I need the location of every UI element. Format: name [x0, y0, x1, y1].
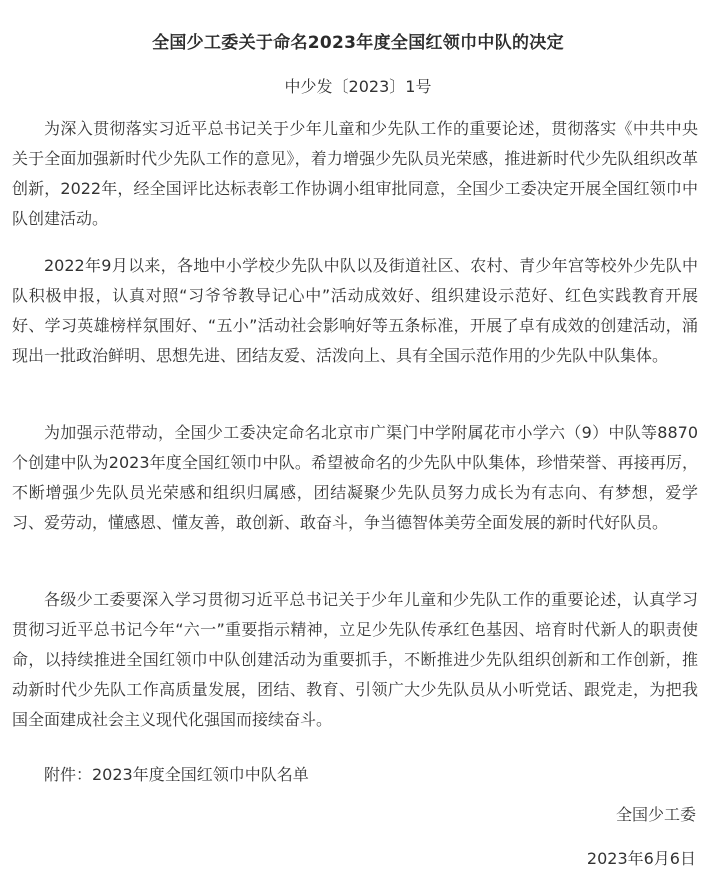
issue-date: 2023年6月6日	[586, 849, 696, 868]
attachment-line: 附件：2023年度全国红领巾中队名单	[44, 765, 309, 784]
body-paragraph: 各级少工委要深入学习贯彻习近平总书记关于少年儿童和少先队工作的重要论述，认真学习贯彻习近平总书记今年“六一”重要指示精神，立足少先队传承红色基因、培育时代新人的职责使命，以持续推进全国红领巾中队创建活动为重要抓手，不断推进少先队组织创新和工作创新，推动新时代少先队工作高质量发展，团结、教育、引领广大少先队员从小听党话、跟党走，为把我国全面建成社会主义现代化强国而接续奋斗。	[12, 590, 698, 729]
document-title: 全国少工委关于命名2023年度全国红领巾中队的决定	[152, 33, 564, 53]
issuer-signature: 全国少工委	[615, 805, 696, 824]
document-number: 中少发〔2023〕1号	[284, 77, 432, 96]
body-paragraph: 为加强示范带动，全国少工委决定命名北京市广渠门中学附属花市小学六（9）中队等8870个创建中队为2023年度全国红领巾中队。希望被命名的少先队中队集体，珍惜荣誉、再接再厉，不断增强少先队员光荣感和组织归属感，团结凝聚少先队员努力成长为有志向、有梦想，爱学习、爱劳动，懂感恩、懂友善，敢创新、敢奋斗，争当德智体美劳全面发展的新时代好队员。	[12, 423, 698, 532]
body-paragraph: 为深入贯彻落实习近平总书记关于少年儿童和少先队工作的重要论述，贯彻落实《中共中央关于全面加强新时代少先队工作的意见》，着力增强少先队员光荣感，推进新时代少先队组织改革创新，2022年，经全国评比达标表彰工作协调小组审批同意，全国少工委决定开展全国红领巾中队创建活动。	[12, 119, 698, 228]
body-paragraph: 2022年9月以来，各地中小学校少先队中队以及街道社区、农村、青少年宫等校外少先队中队积极申报，认真对照“习爷爷教导记心中”活动成效好、组织建设示范好、红色实践教育开展好、学习英雄榜样氛围好、“五小”活动社会影响好等五条标准，开展了卓有成效的创建活动，涌现出一批政治鲜明、思想先进、团结友爱、活泼向上、具有全国示范作用的少先队中队集体。	[12, 256, 698, 365]
